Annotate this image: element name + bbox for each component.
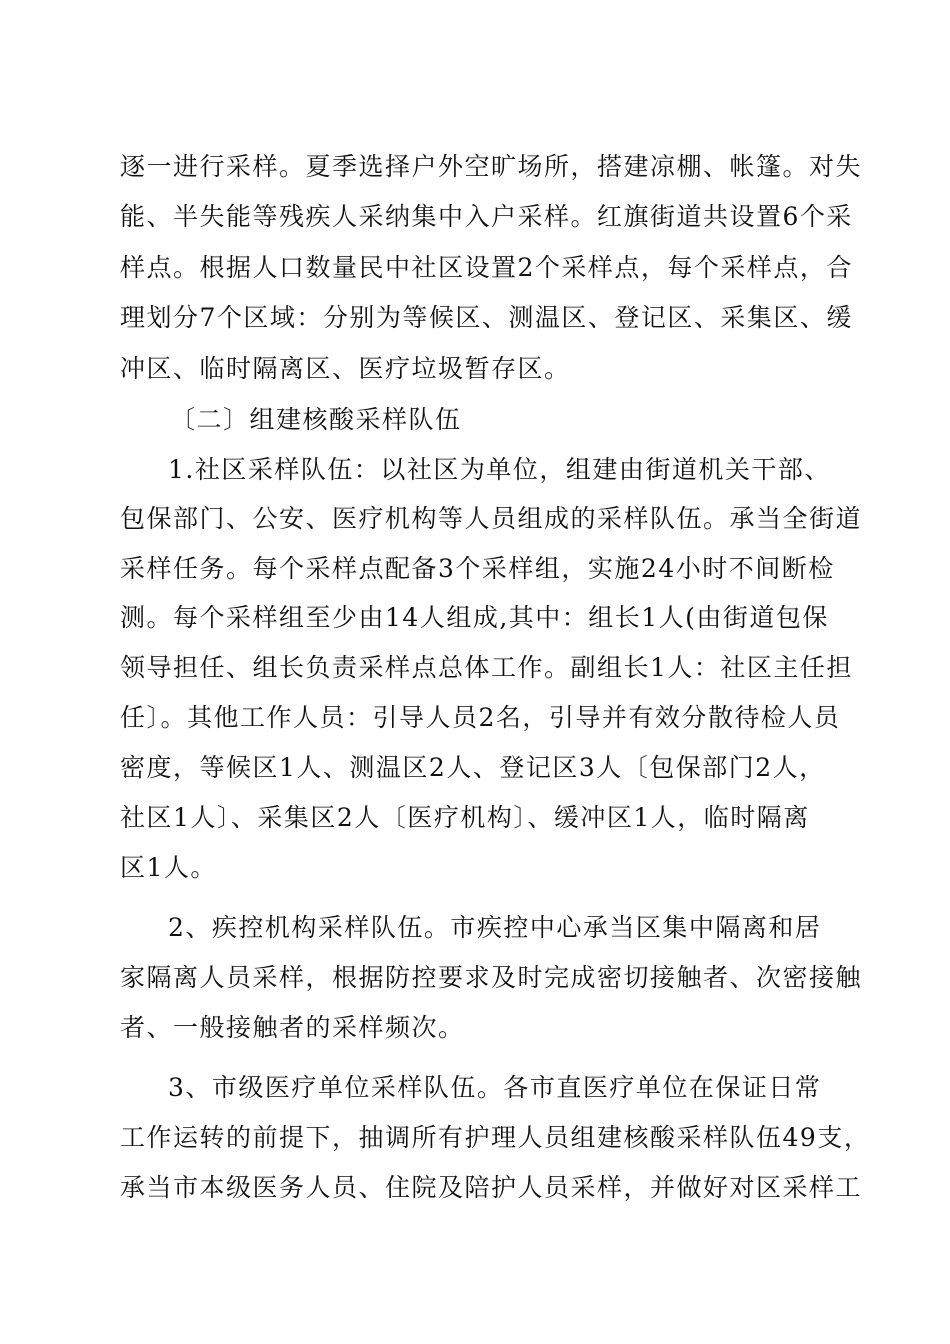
body-text-line: 冲区、临时隔离区、医疗垃圾暂存区。 [120,354,571,383]
body-text-line: 者、一般接触者的采样频次。 [120,1013,465,1042]
body-text-line: 样点。根据人口数量民中社区设置2个采样点，每个采样点，合 [120,253,853,282]
body-text-line: 工作运转的前提下，抽调所有护理人员组建核酸采样队伍49支， [120,1123,871,1152]
body-text-line: 测。每个采样组至少由14人组成,其中：组长1人(由街道包保 [120,603,829,632]
body-text-line: 理划分7个区域：分别为等候区、测温区、登记区、采集区、缓 [120,303,853,332]
paragraph-first-line: 3、市级医疗单位采样队伍。各市直医疗单位在保证日常 [168,1073,822,1102]
body-text-line: 任〕。其他工作人员：引导人员2名，引导并有效分散待检人员 [120,703,841,732]
body-text-line: 区1人。 [120,853,217,882]
body-text-line: 领导担任、组长负责采样点总体工作。副组长1人：社区主任担 [120,653,853,682]
body-text-line: 能、半失能等残疾人采纳集中入户采样。红旗街道共设置6个采 [120,202,853,231]
body-text-line: 密度，等候区1人、测温区2人、登记区3人〔包保部门2人， [120,753,826,782]
body-text-line: 承当市本级医务人员、住院及陪护人员采样，并做好对区采样工 [120,1173,863,1202]
body-text-line: 社区1人〕、采集区2人〔医疗机构〕、缓冲区1人，临时隔离 [120,803,810,832]
body-text-line: 家隔离人员采样，根据防控要求及时完成密切接触者、次密接触 [120,963,863,992]
paragraph-first-line: 1.社区采样队伍：以社区为单位，组建由街道机关干部、 [168,455,831,484]
paragraph-first-line: 2、疾控机构采样队伍。市疾控中心承当区集中隔离和居 [168,913,822,942]
body-text-line: 逐一进行采样。夏季选择户外空旷场所，搭建凉棚、帐篷。对失 [120,152,863,181]
body-text-line: 采样任务。每个采样点配备3个采样组，实施24小时不间断检 [120,554,835,583]
body-text-line: 包保部门、公安、医疗机构等人员组成的采样队伍。承当全街道 [120,504,863,533]
section-heading: 〔二〕组建核酸采样队伍 [170,405,462,434]
